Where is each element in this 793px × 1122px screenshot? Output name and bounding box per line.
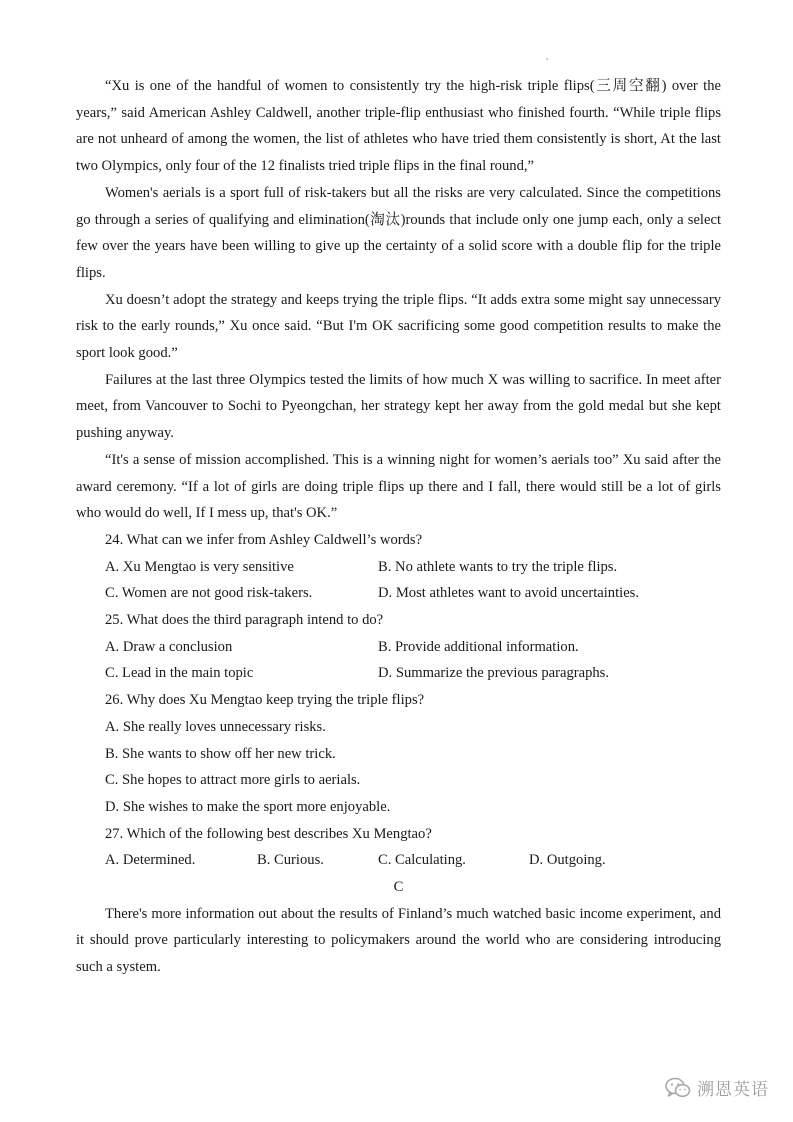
passage-b-paragraph-5: “It's a sense of mission accomplished. This is a winning night for women’s aerials too” Xu said after the award ceremony. “If a lot of girls are doing triple flips up there and I fall, there would still be a lot of girls who would do well, If I mess up, that's OK.” (76, 451, 721, 522)
question-24-option-c: C. Women are not good risk-takers. (105, 585, 313, 602)
question-26-option-a: A. She really loves unnecessary risks. (105, 718, 326, 735)
passage-b-paragraph-2: Women's aerials is a sport full of risk-takers but all the risks are very calculated. Since the competitions go through a series of qualifying and elimination(淘汰)rounds that include only one jump each, only a select few over the years have been willing to give up the certainty of a solid score with a double flip for the triple flips. (76, 184, 721, 281)
question-27-stem: 27. Which of the following best describes Xu Mengtao? (105, 825, 432, 842)
watermark-text: 溯恩英语 (697, 1080, 769, 1100)
question-25-option-b: B. Provide additional information. (378, 638, 579, 655)
scan-speck (546, 58, 548, 60)
question-25-option-c: C. Lead in the main topic (105, 665, 254, 682)
question-24-stem: 24. What can we infer from Ashley Caldwell’s words? (105, 531, 423, 548)
question-27-option-c: C. Calculating. (378, 852, 466, 869)
wechat-icon (665, 1077, 691, 1099)
question-27-option-a: A. Determined. (105, 852, 196, 869)
question-24-option-d: D. Most athletes want to avoid uncertainties. (378, 585, 640, 602)
question-24-option-a: A. Xu Mengtao is very sensitive (105, 558, 294, 575)
question-25-options-row-1 (76, 634, 721, 661)
passage-c-paragraph-1: There's more information out about the results of Finland’s much watched basic income experiment, and it should prove particularly interesting to policymakers around the world who are considering introducing such a system. (76, 905, 721, 976)
question-24-option-b: B. No athlete wants to try the triple flips. (378, 558, 618, 575)
question-25-options-row-2 (76, 660, 721, 687)
question-27-option-d: D. Outgoing. (529, 852, 606, 869)
question-24-options-row-2 (76, 580, 721, 607)
question-26-option-b: B. She wants to show off her new trick. (105, 745, 336, 762)
question-24-options-row-1 (76, 554, 721, 581)
question-26-option-c: C. She hopes to attract more girls to aerials. (105, 772, 361, 789)
question-25-option-a: A. Draw a conclusion (105, 638, 233, 655)
question-27-options-row (76, 847, 721, 874)
passage-b-paragraph-1: “Xu is one of the handful of women to consistently try the high-risk triple flips(三周空翻) over the years,” said American Ashley Caldwell, another triple-flip enthusiast who finished fourth. “While triple flips are not unheard of among the women, the list of athletes who have tried them consistently is short, At the last two Olympics, only four of the 12 finalists tried triple flips in the final round,” (76, 78, 721, 175)
question-26-option-d: D. She wishes to make the sport more enjoyable. (105, 798, 391, 815)
question-25-option-d: D. Summarize the previous paragraphs. (378, 665, 609, 682)
page-content (76, 73, 721, 981)
question-27-option-b: B. Curious. (257, 852, 324, 869)
passage-b-paragraph-4: Failures at the last three Olympics tested the limits of how much X was willing to sacrifice. In meet after meet, from Vancouver to Sochi to Pyeongchan, her strategy kept her away from the gold medal but she kept pushing anyway. (76, 371, 721, 442)
question-26-stem: 26. Why does Xu Mengtao keep trying the triple flips? (105, 692, 425, 709)
question-25-stem: 25. What does the third paragraph intend to do? (105, 612, 384, 629)
watermark (665, 1075, 769, 1100)
passage-c-label: C (393, 879, 404, 896)
passage-b-paragraph-3: Xu doesn’t adopt the strategy and keeps trying the triple flips. “It adds extra some might say unnecessary risk to the early rounds,” Xu once said. “But I'm OK sacrificing some good competition results to make the sport look good.” (76, 291, 721, 362)
